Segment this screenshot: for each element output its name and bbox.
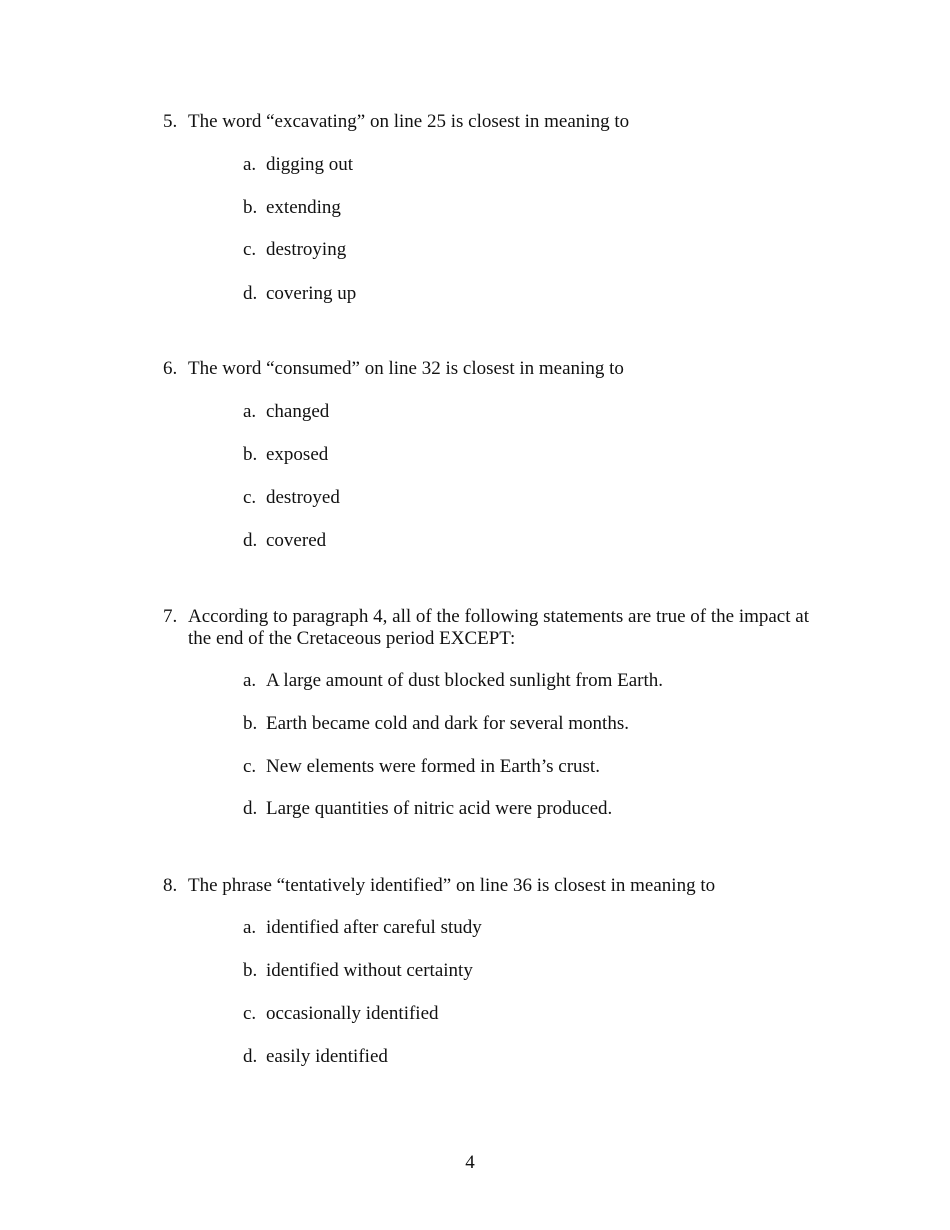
option-text: covering up — [266, 283, 357, 304]
option-text: easily identified — [266, 1046, 388, 1067]
option-text: extending — [266, 197, 341, 218]
option-text: digging out — [266, 154, 354, 175]
option-text: A large amount of dust blocked sunlight from Earth. — [266, 670, 663, 691]
question-text: the end of the Cretaceous period EXCEPT: — [188, 628, 516, 649]
option-text: covered — [266, 530, 327, 551]
option-letter: a. — [243, 401, 257, 422]
option-letter: b. — [243, 197, 258, 218]
option-letter: c. — [243, 239, 257, 260]
option-letter: d. — [243, 530, 258, 551]
option-text: changed — [266, 401, 330, 422]
option-letter: a. — [243, 917, 257, 938]
question-text: According to paragraph 4, all of the following statements are true of the impact at — [188, 606, 809, 627]
option-text: identified without certainty — [266, 960, 473, 981]
question-number: 7. — [163, 606, 178, 627]
option-letter: b. — [243, 960, 258, 981]
option-text: identified after careful study — [266, 917, 482, 938]
question-text: The phrase “tentatively identified” on line 36 is closest in meaning to — [188, 875, 716, 896]
option-letter: d. — [243, 1046, 258, 1067]
question-text: The word “consumed” on line 32 is closest in meaning to — [188, 358, 624, 379]
option-text: Earth became cold and dark for several months. — [266, 713, 629, 734]
option-letter: d. — [243, 798, 258, 819]
question-text: The word “excavating” on line 25 is closest in meaning to — [188, 111, 630, 132]
option-text: occasionally identified — [266, 1003, 439, 1024]
question-number: 6. — [163, 358, 178, 379]
option-text: New elements were formed in Earth’s crust. — [266, 756, 600, 777]
option-text: exposed — [266, 444, 329, 465]
option-letter: c. — [243, 1003, 257, 1024]
question-number: 8. — [163, 875, 178, 896]
option-letter: a. — [243, 670, 257, 691]
option-letter: c. — [243, 487, 257, 508]
option-text: destroying — [266, 239, 347, 260]
option-text: Large quantities of nitric acid were produced. — [266, 798, 613, 819]
option-letter: b. — [243, 713, 258, 734]
option-letter: c. — [243, 756, 257, 777]
option-letter: b. — [243, 444, 258, 465]
question-number: 5. — [163, 111, 178, 132]
option-letter: d. — [243, 283, 258, 304]
option-text: destroyed — [266, 487, 340, 508]
option-letter: a. — [243, 154, 257, 175]
page-number: 4 — [465, 1152, 475, 1173]
